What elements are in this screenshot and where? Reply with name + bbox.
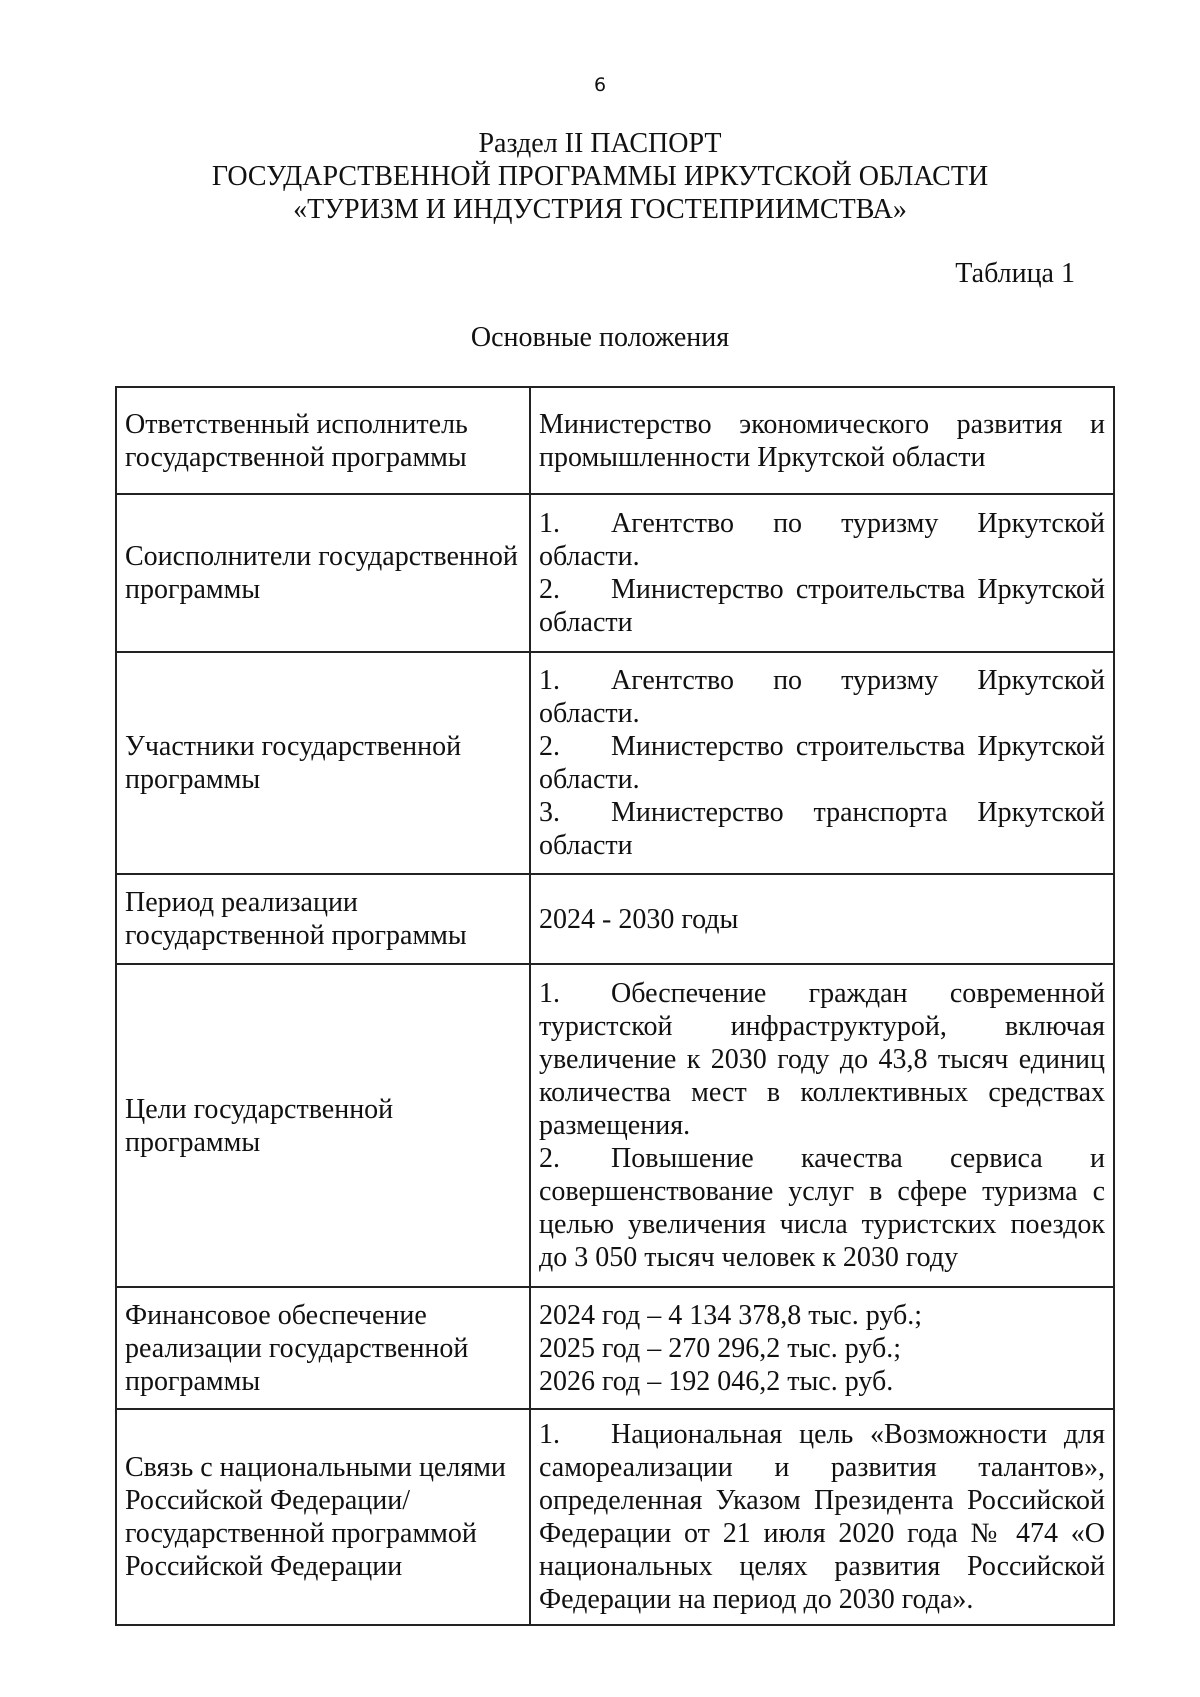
row-value-participants [530,652,1114,874]
section-heading [0,127,1200,226]
list-item: 2. Министерство строительства Иркутской области [539,574,1105,638]
row-label-period: Период реализации государственной программы [116,874,530,964]
table-row [116,1409,1114,1625]
table-row [116,964,1114,1287]
table-row [116,652,1114,874]
list-item: 1. Агентство по туризму Иркутской области. [539,665,1105,729]
row-label-national-goals: Связь с национальными целями Российской Федерации/государственной программой Российской Федерации [116,1409,530,1625]
table-row [116,874,1114,964]
passport-table [115,386,1115,1626]
row-value-financing [530,1287,1114,1409]
table-caption: Основные положения [470,322,730,353]
list-item: 2. Министерство строительства Иркутской области. [539,731,1105,795]
row-label-responsible-executor: Ответственный исполнитель государственной программы [116,387,530,494]
page-number: 6 [593,74,607,96]
row-label-participants: Участники государственной программы [116,652,530,874]
table-row [116,494,1114,652]
row-label-co-executors: Соисполнители государственной программы [116,494,530,652]
list-item: 1. Агентство по туризму Иркутской области. [539,508,1105,572]
heading-line-3: «ТУРИЗМ И ИНДУСТРИЯ ГОСТЕПРИИМСТВА» [293,194,907,225]
table-label: Таблица 1 [955,258,1075,289]
heading-line-1: Раздел II ПАСПОРТ [478,128,722,159]
row-value-co-executors [530,494,1114,652]
financing-line-2026: 2026 год – 192 046,2 тыс. руб. [539,1365,894,1397]
list-item: 2. Повышение качества сервиса и совершенствование услуг в сфере туризма с целью увеличения числа туристских поездок до 3 050 тысяч человек к 2030 году [539,1143,1105,1273]
table-row [116,387,1114,494]
row-value-goals [530,964,1114,1287]
row-value-responsible-executor: Министерство экономического развития и промышленности Иркутской области [530,387,1114,494]
table-row [116,1287,1114,1409]
financing-line-2024: 2024 год – 4 134 378,8 тыс. руб.; [539,1299,922,1331]
row-label-financing: Финансовое обеспечение реализации государственной программы [116,1287,530,1409]
list-item: 1. Обеспечение граждан современной туристской инфраструктурой, включая увеличение к 2030 году до 43,8 тысяч единиц количества мест в коллективных средствах размещения. [539,978,1105,1141]
heading-line-2: ГОСУДАРСТВЕННОЙ ПРОГРАММЫ ИРКУТСКОЙ ОБЛАСТИ [211,161,989,192]
row-value-period: 2024 - 2030 годы [530,874,1114,964]
list-item: 1. Национальная цель «Возможности для самореализации и развития талантов», определенная Указом Президента Российской Федерации от 21 июля 2020 года № 474 «О национальных целях развития Российской Федерации на период до 2030 года». [539,1419,1105,1615]
row-value-national-goals [530,1409,1114,1625]
list-item: 3. Министерство транспорта Иркутской области [539,797,1105,861]
financing-line-2025: 2025 год – 270 296,2 тыс. руб.; [539,1332,901,1364]
row-label-goals: Цели государственной программы [116,964,530,1287]
